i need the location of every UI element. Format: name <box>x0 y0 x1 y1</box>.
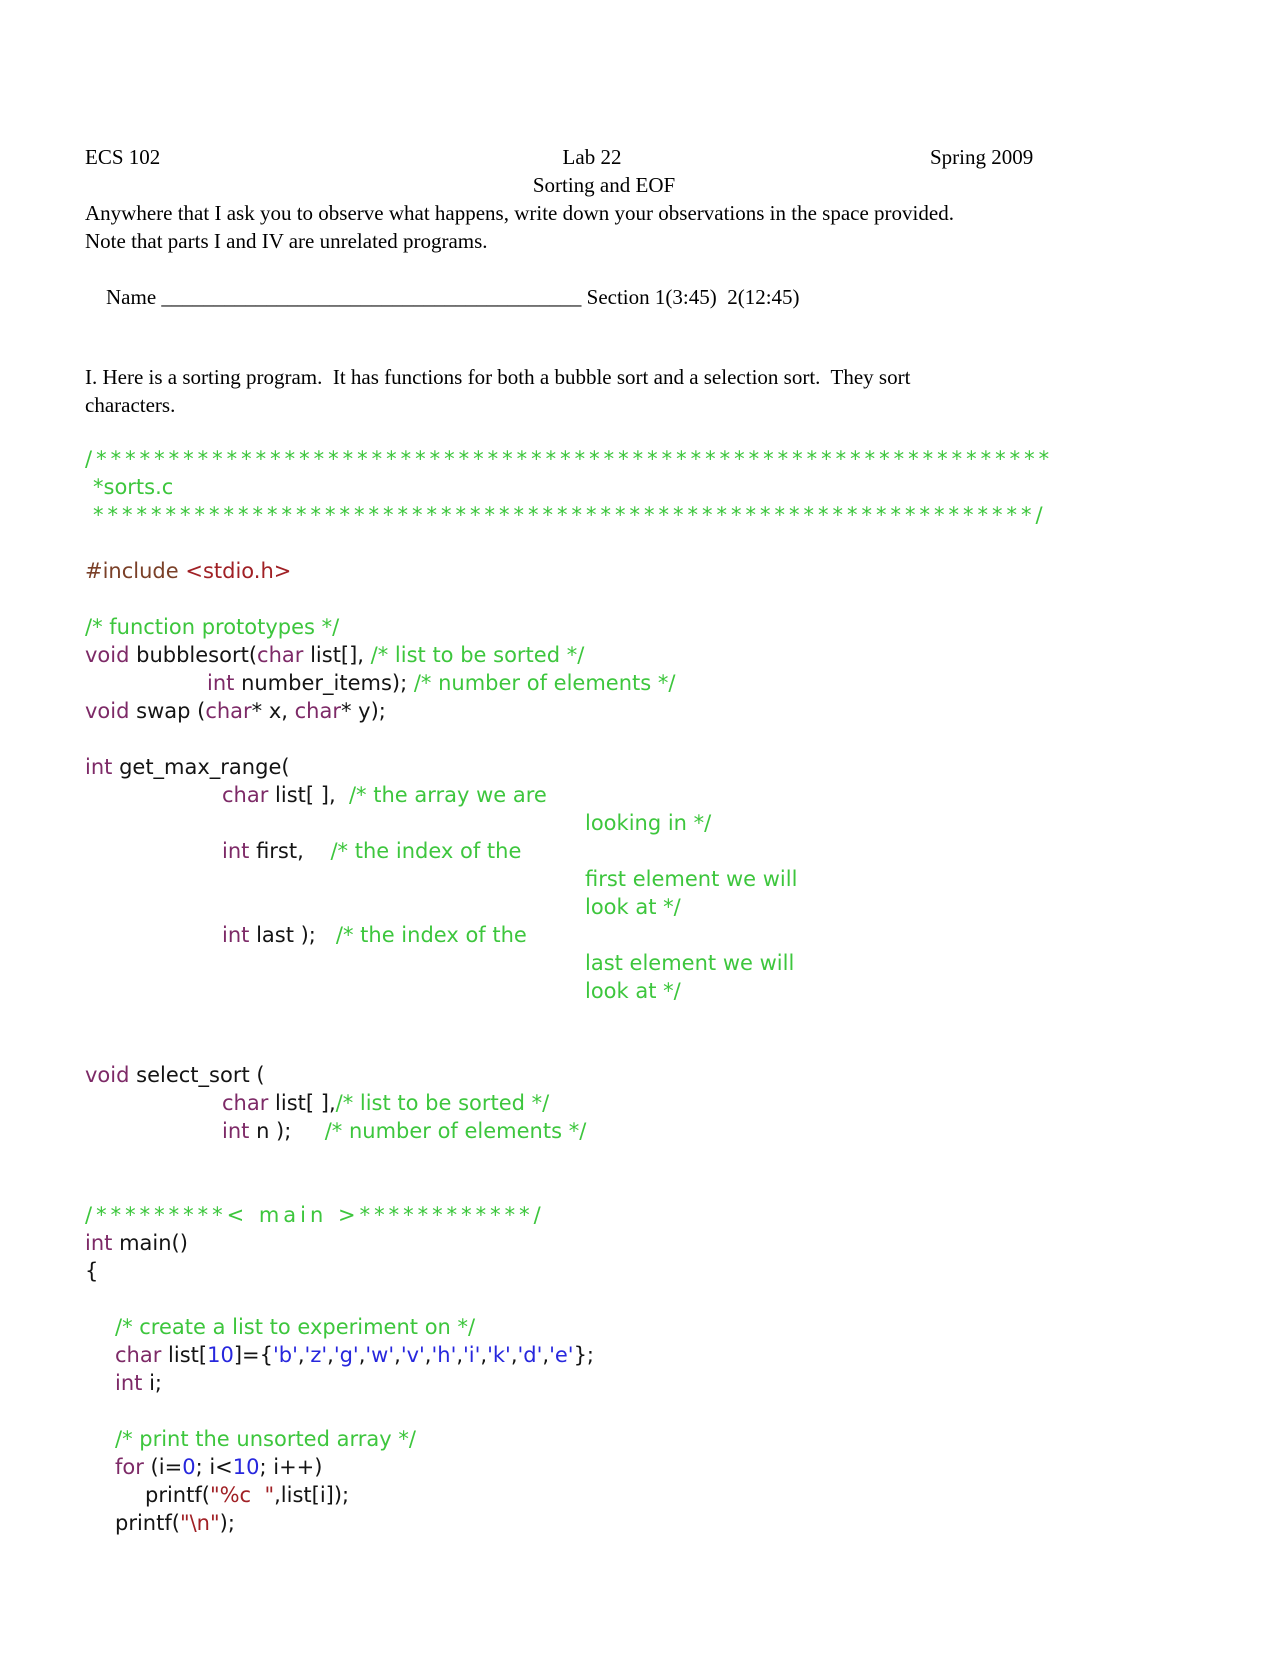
code-segment-k: char <box>257 643 304 667</box>
code-line <box>85 585 1195 613</box>
code-segment-p: ; i< <box>195 1455 233 1479</box>
code-line <box>85 949 1195 977</box>
code-segment-n: 'z' <box>304 1343 328 1367</box>
code-segment-n: 'b' <box>272 1343 298 1367</box>
code-line <box>85 613 1195 641</box>
code-line <box>85 501 1195 529</box>
code-segment-p: last ); <box>249 923 336 947</box>
code-segment-inc: <stdio.h> <box>185 559 292 583</box>
code-line <box>85 1201 1195 1229</box>
code-segment-p: , <box>542 1343 550 1367</box>
code-segment-n: 'g' <box>333 1343 359 1367</box>
code-segment-k: int <box>115 1371 143 1395</box>
name-label: Name <box>106 285 162 309</box>
code-segment-c: /* list to be sorted */ <box>335 1091 550 1115</box>
code-line <box>85 781 1195 809</box>
code-segment-c: /* list to be sorted */ <box>370 643 585 667</box>
code-segment-n: 'k' <box>487 1343 511 1367</box>
code-segment-k: void <box>85 643 130 667</box>
code-segment-p: ; i++) <box>259 1455 323 1479</box>
lab-title: Lab 22 <box>562 145 622 169</box>
course-code: ECS 102 <box>85 145 161 169</box>
code-line <box>85 865 1195 893</box>
code-line <box>85 1425 1195 1453</box>
code-segment-n: 0 <box>182 1455 196 1479</box>
code-line <box>85 1229 1195 1257</box>
code-line <box>85 1369 1195 1397</box>
code-segment-c: looking in */ <box>585 811 712 835</box>
code-segment-p: , <box>480 1343 488 1367</box>
code-segment-k: int <box>222 839 250 863</box>
code-segment-n: 10 <box>207 1343 234 1367</box>
code-segment-p: { <box>85 1259 99 1283</box>
code-segment-n: 'v' <box>400 1343 425 1367</box>
code-line <box>85 641 1195 669</box>
code-line <box>85 1341 1195 1369</box>
code-segment-s: "\n" <box>179 1511 220 1535</box>
code-segment-c: /* the array we are <box>348 783 547 807</box>
code-segment-p: , <box>394 1343 401 1367</box>
code-segment-c: /****************************************************************** <box>85 447 1054 471</box>
code-segment-p: ,list[i]); <box>274 1483 350 1507</box>
part1-intro-line-1: I. Here is a sorting program. It has functions for both a bubble sort and a selection sort. They sort <box>85 365 911 389</box>
code-segment-c: last element we will <box>585 951 795 975</box>
code-segment-k: int <box>85 1231 113 1255</box>
code-segment-k: int <box>207 671 235 695</box>
code-segment-c: look at */ <box>585 979 681 1003</box>
code-segment-p: , <box>456 1343 464 1367</box>
code-line <box>85 1481 1195 1509</box>
code-segment-n: 'w' <box>365 1343 395 1367</box>
section-options: Section 1(3:45) 2(12:45) <box>581 285 800 309</box>
code-line <box>85 1257 1195 1285</box>
code-line <box>85 921 1195 949</box>
code-segment-k: void <box>85 1063 130 1087</box>
code-line <box>85 529 1195 557</box>
code-segment-k: char <box>222 1091 269 1115</box>
code-segment-c: /* function prototypes */ <box>85 615 340 639</box>
code-segment-p: list[ <box>161 1343 208 1367</box>
code-segment-n: 'h' <box>431 1343 457 1367</box>
code-segment-k: char <box>294 699 341 723</box>
code-line <box>85 1145 1195 1173</box>
code-segment-p: number_items); <box>234 671 414 695</box>
code-segment-k: for <box>115 1455 144 1479</box>
code-line <box>85 557 1195 585</box>
code-segment-p: * y); <box>341 699 386 723</box>
code-segment-p: }; <box>573 1343 594 1367</box>
code-segment-p: select_sort ( <box>129 1063 265 1087</box>
name-line <box>85 255 1195 339</box>
code-line <box>85 445 1195 473</box>
code-line <box>85 697 1195 725</box>
code-segment-c: *****************************************************************/ <box>93 503 1047 527</box>
code-segment-p: , <box>358 1343 366 1367</box>
code-line <box>85 1173 1195 1201</box>
code-line <box>85 809 1195 837</box>
code-segment-c: /* print the unsorted array */ <box>115 1427 416 1451</box>
code-segment-p: swap ( <box>129 699 206 723</box>
code-segment-c: /* number of elements */ <box>413 671 676 695</box>
code-segment-p: main() <box>112 1231 188 1255</box>
code-segment-k: int <box>222 923 250 947</box>
name-blank-line: ________________________________________ <box>161 285 582 309</box>
code-segment-p: n ); <box>249 1119 325 1143</box>
code-segment-c: *sorts.c <box>93 475 174 499</box>
code-segment-pp: #include <box>85 559 179 583</box>
code-line <box>85 725 1195 753</box>
intro-line-1: Anywhere that I ask you to observe what happens, write down your observations in the space provided. <box>85 201 954 225</box>
code-line <box>85 837 1195 865</box>
code-line <box>85 1313 1195 1341</box>
code-segment-p: * x, <box>251 699 295 723</box>
code-segment-k: char <box>222 783 269 807</box>
code-line <box>85 1005 1195 1033</box>
code-segment-s: "%c " <box>209 1483 275 1507</box>
code-segment-p: ]={ <box>233 1343 273 1367</box>
code-segment-p: bubblesort( <box>129 643 258 667</box>
code-line <box>85 1285 1195 1313</box>
document-header <box>85 143 1195 171</box>
code-segment-c: /* the index of the <box>335 923 527 947</box>
code-segment-c: /* the index of the <box>330 839 522 863</box>
code-line <box>85 1509 1195 1537</box>
code-listing <box>85 445 1195 1537</box>
code-segment-c: /*********< main >************/ <box>85 1203 545 1227</box>
code-segment-c: first element we will <box>585 867 798 891</box>
code-segment-p: , <box>297 1343 305 1367</box>
code-segment-c: look at */ <box>585 895 681 919</box>
code-segment-c: /* number of elements */ <box>324 1119 587 1143</box>
code-segment-p: first, <box>249 839 331 863</box>
code-line <box>85 1397 1195 1425</box>
intro-line-2: Note that parts I and IV are unrelated programs. <box>85 229 488 253</box>
code-segment-p: i; <box>142 1371 162 1395</box>
code-line <box>85 1033 1195 1061</box>
code-segment-p: (i= <box>143 1455 183 1479</box>
code-segment-k: char <box>205 699 252 723</box>
code-segment-p: printf( <box>145 1483 210 1507</box>
code-segment-p: list[], <box>303 643 371 667</box>
code-segment-p: get_max_range( <box>112 755 290 779</box>
code-segment-n: 'd' <box>517 1343 543 1367</box>
code-segment-n: 'e' <box>549 1343 574 1367</box>
code-segment-p: printf( <box>115 1511 180 1535</box>
code-segment-n: 10 <box>232 1455 260 1479</box>
code-line <box>85 1089 1195 1117</box>
code-segment-n: 'i' <box>463 1343 481 1367</box>
document-subtitle: Sorting and EOF <box>532 173 676 197</box>
code-segment-p: ); <box>219 1511 235 1535</box>
code-segment-k: void <box>85 699 130 723</box>
part1-intro-line-2: characters. <box>85 393 176 417</box>
code-segment-k: int <box>85 755 113 779</box>
term-label: Spring 2009 <box>930 145 1034 169</box>
code-segment-p: , <box>510 1343 518 1367</box>
code-line <box>85 977 1195 1005</box>
code-segment-c: /* create a list to experiment on */ <box>115 1315 476 1339</box>
code-line <box>85 1453 1195 1481</box>
code-line <box>85 669 1195 697</box>
code-segment-k: char <box>115 1343 162 1367</box>
code-line <box>85 1117 1195 1145</box>
code-line <box>85 753 1195 781</box>
code-segment-p: , <box>327 1343 334 1367</box>
code-line <box>85 473 1195 501</box>
code-segment-p: list[ ], <box>268 1091 336 1115</box>
code-segment-p: list[ ], <box>268 783 349 807</box>
code-segment-p: , <box>424 1343 432 1367</box>
code-line <box>85 1061 1195 1089</box>
code-segment-k: int <box>222 1119 250 1143</box>
code-line <box>85 893 1195 921</box>
